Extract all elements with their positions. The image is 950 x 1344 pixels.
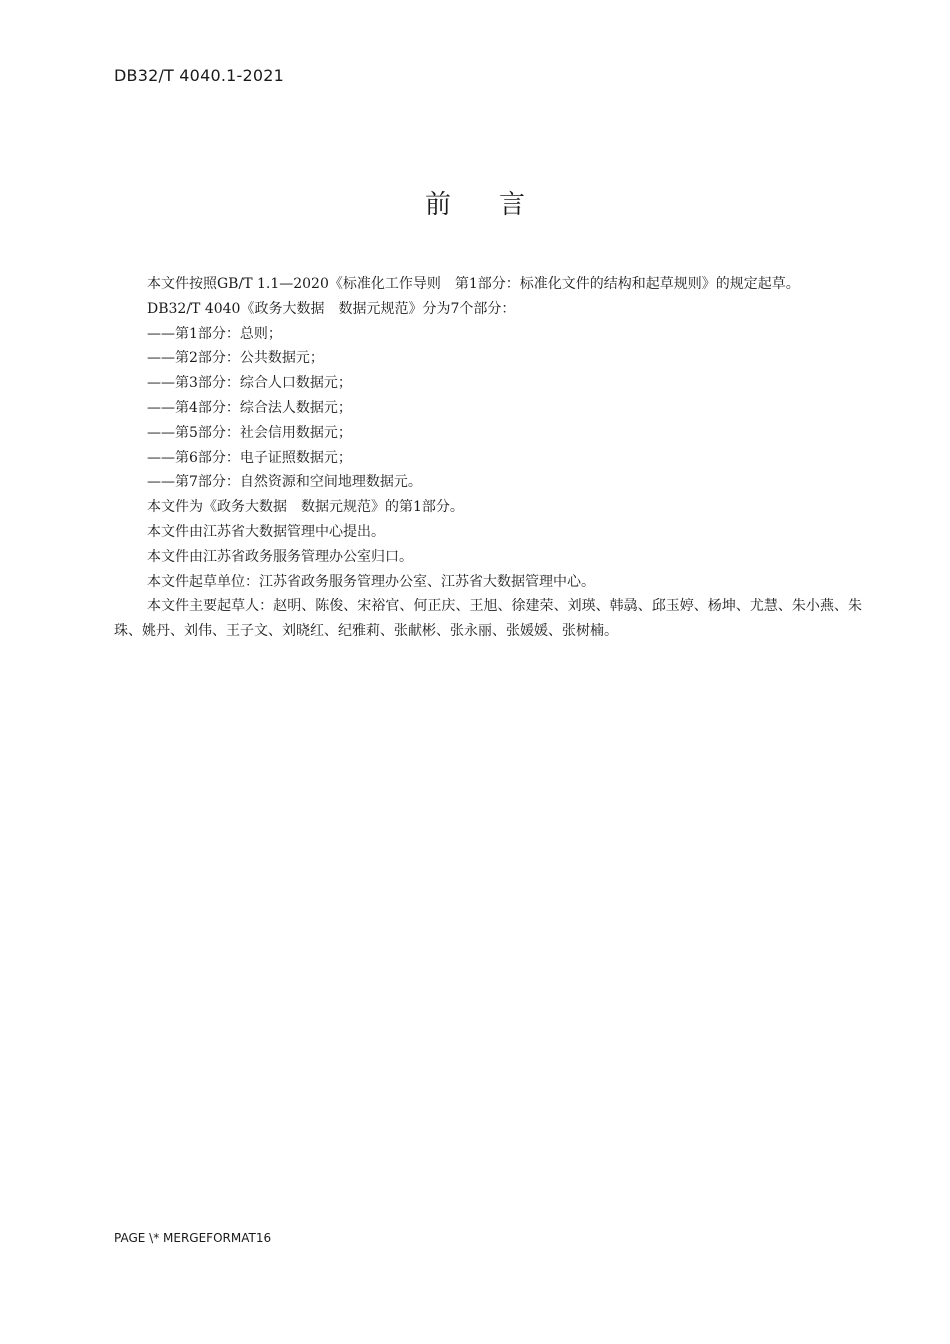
paragraph-basis: 本文件按照GB/T 1.1—2020《标准化工作导则 第1部分：标准化文件的结构和起草规则》的规定起草。 — [147, 276, 800, 292]
page-footer: PAGE \* MERGEFORMAT16 — [114, 1231, 272, 1245]
standard-number: DB32/T 4040.1-2021 — [114, 66, 284, 85]
paragraph-this-part: 本文件为《政务大数据 数据元规范》的第1部分。 — [147, 499, 464, 516]
paragraph-proposed-by: 本文件由江苏省大数据管理中心提出。 — [147, 523, 385, 540]
list-item-part-2: ——第2部分：公共数据元； — [147, 350, 324, 367]
list-item-part-7: ——第7部分：自然资源和空间地理数据元。 — [147, 474, 422, 491]
list-item-part-4: ——第4部分：综合法人数据元； — [147, 399, 352, 416]
page-title — [0, 184, 950, 221]
paragraph-parts-intro: DB32/T 4040《政务大数据 数据元规范》分为7个部分： — [147, 300, 516, 317]
paragraph-drafting-units: 本文件起草单位：江苏省政务服务管理办公室、江苏省大数据管理中心。 — [147, 573, 595, 590]
paragraph-under-jurisdiction: 本文件由江苏省政务服务管理办公室归口。 — [147, 548, 413, 565]
list-item-part-6: ——第6部分：电子证照数据元； — [147, 449, 352, 466]
title-char-1: 前 — [424, 190, 451, 220]
list-item-part-3: ——第3部分：综合人口数据元； — [147, 375, 352, 392]
title-char-2: 言 — [499, 190, 526, 220]
list-item-part-5: ——第5部分：社会信用数据元； — [147, 424, 352, 441]
foreword-body — [114, 272, 862, 644]
list-item-part-1: ——第1部分：总则； — [147, 325, 282, 342]
paragraph-drafters: 本文件主要起草人：赵明、陈俊、宋裕官、何正庆、王旭、徐建荣、刘瑛、韩骉、邱玉婷、杨坤、尤慧、朱小燕、朱珠、姚丹、刘伟、王子文、刘晓红、纪雅莉、张献彬、张永丽、张媛媛、张树楠。 — [114, 598, 862, 640]
